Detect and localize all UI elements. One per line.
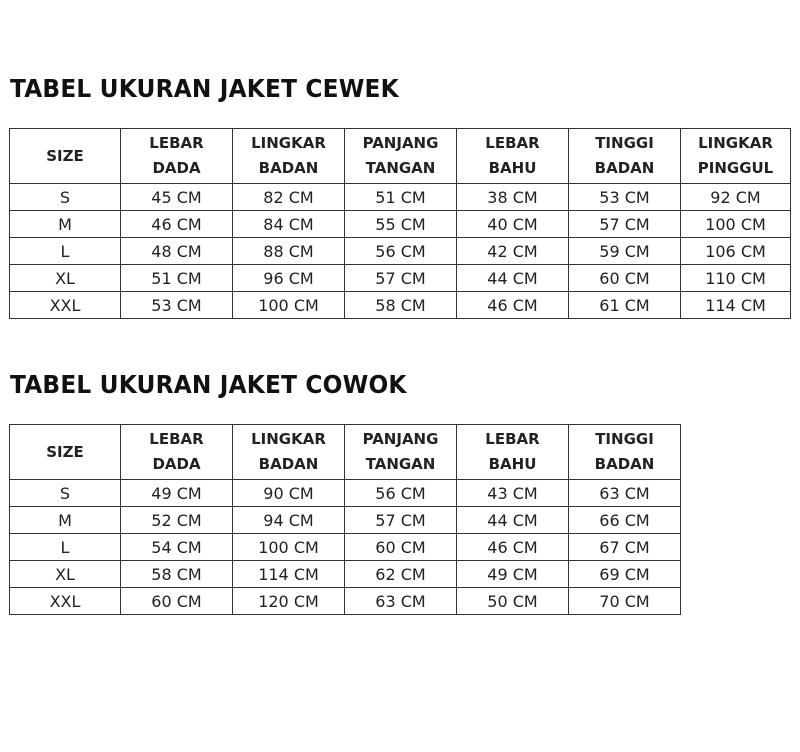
table-cell: 60 CM	[345, 534, 457, 561]
table-row	[10, 480, 681, 507]
table-cell: S	[10, 184, 121, 211]
table-cell: 100 CM	[233, 534, 345, 561]
table-cell: 51 CM	[121, 265, 233, 292]
table-cell: 38 CM	[457, 184, 569, 211]
table-cell: 114 CM	[681, 292, 791, 319]
table-cell: M	[10, 507, 121, 534]
table-cell: 44 CM	[457, 265, 569, 292]
table-cell: 40 CM	[457, 211, 569, 238]
size-table-cowok	[9, 424, 681, 615]
table-cell: 52 CM	[121, 507, 233, 534]
table-cell: S	[10, 480, 121, 507]
table-cell: 57 CM	[569, 211, 681, 238]
header-row	[10, 425, 681, 480]
table-row	[10, 588, 681, 615]
table-cell: 55 CM	[345, 211, 457, 238]
header-tinggi-badan: TINGGI BADAN	[569, 129, 681, 184]
table-row	[10, 238, 791, 265]
table-cell: 60 CM	[569, 265, 681, 292]
table-cell: 45 CM	[121, 184, 233, 211]
table-cell: 63 CM	[569, 480, 681, 507]
table-row	[10, 211, 791, 238]
table-cell: 120 CM	[233, 588, 345, 615]
table-cell: 88 CM	[233, 238, 345, 265]
table-cell: 50 CM	[457, 588, 569, 615]
table-cell: 110 CM	[681, 265, 791, 292]
table-cell: XXL	[10, 292, 121, 319]
table-cell: 53 CM	[121, 292, 233, 319]
header-lebar-dada: LEBAR DADA	[121, 129, 233, 184]
table-cell: 53 CM	[569, 184, 681, 211]
table-cell: 56 CM	[345, 480, 457, 507]
table-row	[10, 292, 791, 319]
table-cell: 44 CM	[457, 507, 569, 534]
table-cell: 57 CM	[345, 507, 457, 534]
table-cell: 43 CM	[457, 480, 569, 507]
table-row	[10, 534, 681, 561]
table-cell: 100 CM	[681, 211, 791, 238]
table-cell: 46 CM	[457, 534, 569, 561]
header-row	[10, 129, 791, 184]
header-lebar-bahu: LEBAR BAHU	[457, 129, 569, 184]
table-cell: 92 CM	[681, 184, 791, 211]
table-cell: 46 CM	[121, 211, 233, 238]
table-cell: 63 CM	[345, 588, 457, 615]
table-cell: 66 CM	[569, 507, 681, 534]
header-lingkar-badan: LINGKAR BADAN	[233, 129, 345, 184]
header-size: SIZE	[10, 425, 121, 480]
table-row	[10, 561, 681, 588]
table-cell: 67 CM	[569, 534, 681, 561]
table-cell: 49 CM	[457, 561, 569, 588]
header-lingkar-pinggul: LINGKAR PINGGUL	[681, 129, 791, 184]
table-cell: 58 CM	[345, 292, 457, 319]
header-tinggi-badan: TINGGI BADAN	[569, 425, 681, 480]
table-cell: L	[10, 534, 121, 561]
header-lebar-bahu: LEBAR BAHU	[457, 425, 569, 480]
table-cell: 56 CM	[345, 238, 457, 265]
table-cell: L	[10, 238, 121, 265]
table-cell: 100 CM	[233, 292, 345, 319]
table-cell: 42 CM	[457, 238, 569, 265]
table-cell: 62 CM	[345, 561, 457, 588]
table-cell: XL	[10, 265, 121, 292]
table-cell: 59 CM	[569, 238, 681, 265]
table-cell: 106 CM	[681, 238, 791, 265]
table-cell: 84 CM	[233, 211, 345, 238]
table-cell: 61 CM	[569, 292, 681, 319]
table-cell: 60 CM	[121, 588, 233, 615]
table-cell: 69 CM	[569, 561, 681, 588]
table-row	[10, 265, 791, 292]
table-cell: 54 CM	[121, 534, 233, 561]
header-size: SIZE	[10, 129, 121, 184]
table-cell: 96 CM	[233, 265, 345, 292]
table-cell: XXL	[10, 588, 121, 615]
header-panjang-tangan: PANJANG TANGAN	[345, 129, 457, 184]
table-cell: 51 CM	[345, 184, 457, 211]
table-cell: 70 CM	[569, 588, 681, 615]
table-cell: 57 CM	[345, 265, 457, 292]
table-cell: 82 CM	[233, 184, 345, 211]
table-title-cowok: TABEL UKURAN JAKET COWOK	[10, 370, 407, 399]
table-row	[10, 507, 681, 534]
header-lebar-dada: LEBAR DADA	[121, 425, 233, 480]
table-cell: 58 CM	[121, 561, 233, 588]
table-cell: 94 CM	[233, 507, 345, 534]
header-panjang-tangan: PANJANG TANGAN	[345, 425, 457, 480]
table-cell: 49 CM	[121, 480, 233, 507]
table-cell: 46 CM	[457, 292, 569, 319]
table-cell: 114 CM	[233, 561, 345, 588]
table-row	[10, 184, 791, 211]
header-lingkar-badan: LINGKAR BADAN	[233, 425, 345, 480]
table-title-cewek: TABEL UKURAN JAKET CEWEK	[10, 74, 399, 103]
table-cell: 90 CM	[233, 480, 345, 507]
table-cell: XL	[10, 561, 121, 588]
table-cell: M	[10, 211, 121, 238]
table-cell: 48 CM	[121, 238, 233, 265]
size-table-cewek	[9, 128, 791, 319]
